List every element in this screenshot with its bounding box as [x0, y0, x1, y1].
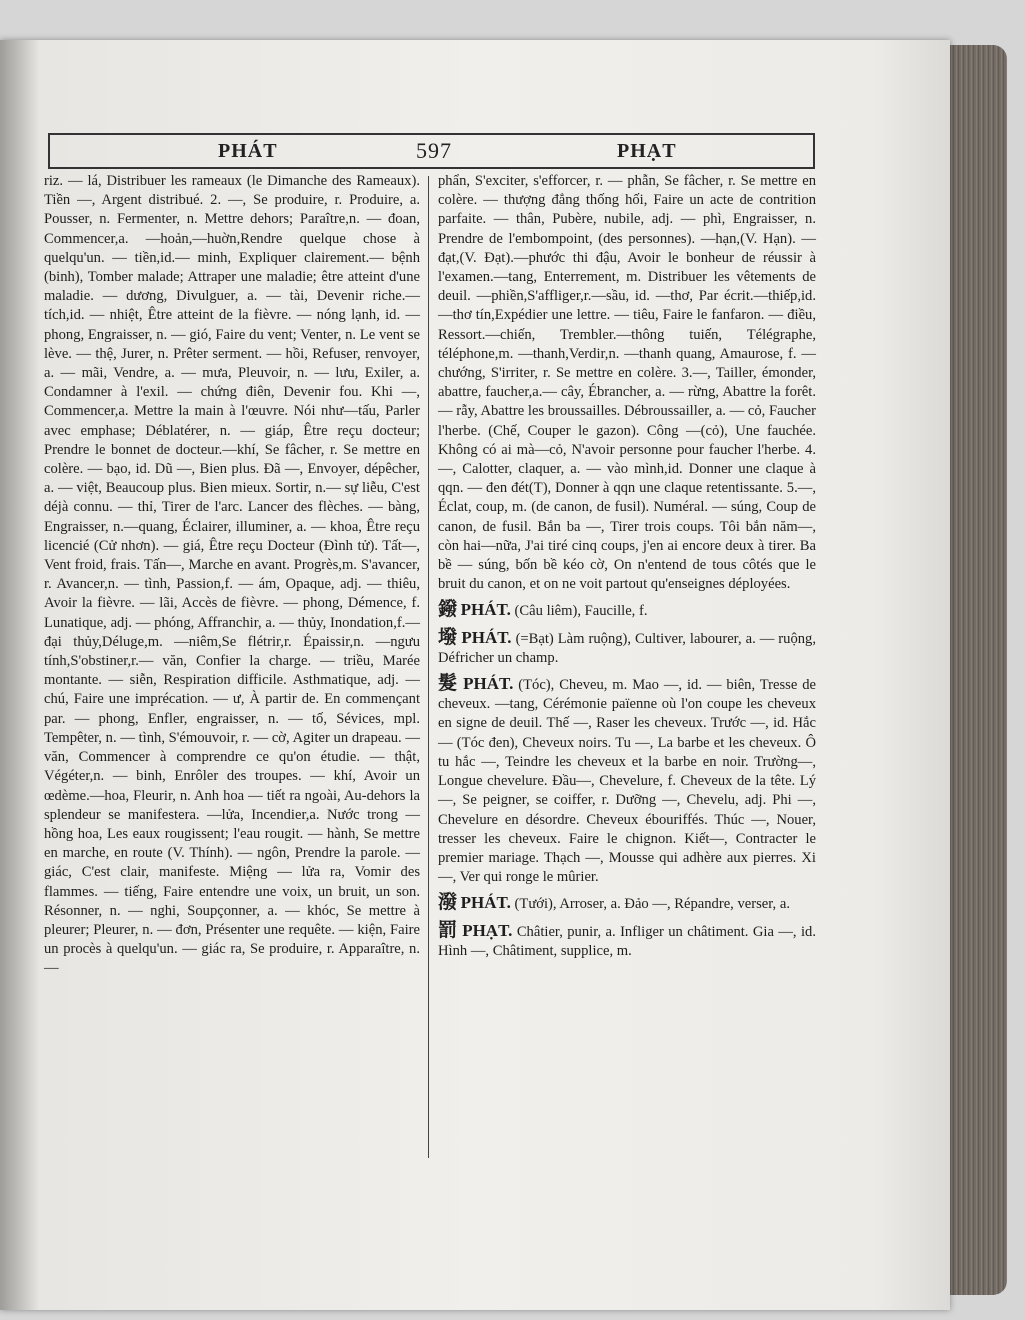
running-header — [48, 133, 815, 169]
entry-text: (Câu liêm), Faucille, f. — [514, 603, 648, 620]
dictionary-entry — [438, 600, 816, 621]
left-column-text: riz. — lá, Distribuer les rameaux (le Dimanche des Rameaux). Tiền —, Argent distribué. 2. —, Se produire, r. Produire, a. Pousser, n. Fermenter, n. Mettre dehors; Paraître,n. — đoan, Commencer,a. —hoản,—huờn,Rendre quelque chose à quelqu'un. — tiền,id.— minh, Expliquer clairement.— bệnh (binh), Tomber malade; Attraper une maladie; être atteint d'une maladie. — dương, Divulguer, a. — tài, Devenir riche.— tích,id. — nhiệt, Être atteint de la fièvre. — nóng lạnh, id. — phong, Engraisser, n. — gió, Faire du vent; Venter, n. Le vent se lève. — thệ, Jurer, n. Prêter serment. — hồi, Refuser, renvoyer, a. — mãi, Vendre, a. — mưa, Pleuvoir, n. — lưu, Exiler, a. Condamner à l'exil. — chứng điên, Devenir fou. Khi —, Commencer,a. Mettre la main à l'œuvre. Nói như—tấu, Parler avec emphase; Déblatérer, n. — giáp, Être reçu docteur; Prendre le bonnet de docteur.—khí, Se fâcher, r. Se mettre en colère. — bạo, id. Dũ —, Bien plus. Đã —, Envoyer, dépêcher, a. — việt, Beaucoup plus. Bien mieux. Sortir, n.— sự liễu, C'est déjà connu. — thỉ, Tirer de l'arc. Lancer des flèches. — bàng, Engraisser, n.—quang, Éclairer, illuminer, a. — khoa, Être reçu licencié (Cử nhơn). — giá, Être reçu Docteur (Đình tử). Tất—, Vent froid, frais. Tấn—, Marche en avant. Progrès,m. S'avancer, r. Avancer,n. — tình, Passion,f. — ám, Opaque, adj. — thiêu, Avoir la fièvre. — lãi, Accès de fièvre. — phong, Démence, f. Lunatique, adj. — phóng, Affranchir, a. — thủy, Inondation,f.—đại thủy,Déluge,m. —niêm,Se flétrir,r. Épaissir,n. —ngưu tính,S'obstiner,r.— văn, Confier la charge. — triều, Marée montante. — siễn, Respiration difficile. Asthmatique, adj. — chú, Faire une imprécation. — ư, À partir de. En commençant par. — phong, Enfler, engraisser, n. — tố, Sévices, mpl. Tempêter, n. — tình, S'émouvoir, r. — cờ, Agiter un drapeau. — văn, Commencer à comprendre ce qu'on étudie. — thật, Végéter,n. — binh, Enrôler des troupes. — khí, Avoir un œdème.—hoa, Fleurir, n. Anh hoa — tiết ra ngoài, Au-dehors la splendeur se manifestera. —lửa, Incendier,a. Nước trong — hồng hoa, Les eaux rougissent; l'eau rougit. — hành, Se mettre en marche, en route (V. Thính). — ngôn, Prendre la parole. — giác, C'est clair, manifeste. Miệng — lửa ra, Vomir des flammes. — tiếng, Faire entendre une voix, un bruit, un son. Résonner, n. — nghi, Soupçonner, a. — khóc, Se mettre à pleurer; Pleurer, n. — đơn, Présenter une requête. — kiện, Faire un procès à quelqu'un. — giác ra, Se produire, r. Apparaître, n. — — [44, 173, 420, 977]
entry-text: Châtier, punir, a. Infliger un châtiment. Gia —, id. Hình —, Châtiment, supplice, m. — [438, 923, 816, 959]
entry-text: (=Bạt) Làm ruộng), Cultiver, labourer, a. — ruộng, Défricher un champ. — [438, 630, 816, 666]
entry-text: (Tóc), Cheveu, m. Mao —, id. — biên, Tresse de cheveux. —tang, Cérémonie païenne où l'on coupe les cheveux en signe de deuil. Thế —, Raser les cheveux. Trước —, id. Hắc— (Tóc đen), Cheveux noirs. Tu —, La barbe et les cheveux. Ô tu hắc —, Teindre les cheveux et la barbe en noir. Trường—, Longue chevelure. Đầu—, Chevelure, f. Cheveux de la tête. Lý —, Se peigner, se coiffer, r. Dưỡng —, Chevelu, adj. Phi —, Chevelure en désordre. Cheveux ébouriffés. Thúc —, Nouer, tresser les cheveux. Faire le chignon. Kiết—, Contracter le premier mariage. Thạch —, Mousse qui adhère aux pierres. Xi —, Ver qui ronge le mûrier. — [438, 677, 816, 886]
han-character: 墢 — [438, 625, 458, 648]
entry-headword: PHÁT. — [461, 627, 512, 647]
entry-headword: PHÁT. — [460, 600, 511, 620]
dictionary-entry — [438, 674, 816, 887]
han-character: 潑 — [438, 891, 458, 914]
header-right-word: PHẠT — [617, 140, 677, 162]
entry-headword: PHÁT. — [460, 893, 511, 913]
column-divider — [428, 176, 429, 1158]
entry-headword: PHÁT. — [463, 674, 514, 694]
spine-shadow — [0, 40, 40, 1310]
left-column — [44, 172, 420, 979]
header-left-word: PHÁT — [218, 140, 278, 162]
han-character: 髮 — [438, 672, 459, 695]
entry-text: (Tưới), Arroser, a. Đảo —, Répandre, verser, a. — [514, 896, 790, 913]
entry-headword: PHẠT. — [462, 920, 513, 940]
right-column — [438, 172, 816, 961]
dictionary-entry — [438, 625, 816, 668]
han-character: 罰 — [438, 918, 458, 941]
dictionary-entry — [438, 918, 816, 961]
right-column-intro: phẩn, S'exciter, s'efforcer, r. — phẫn, Se fâcher, r. Se mettre en colère. — thượng đẳng thống hối, Faire un acte de contrition parfaite. — thân, Pubère, nubile, adj. — phì, Engraisser, n. Prendre de l'embompoint, (des personnes). —hạn,(V. Hạn). — đạt,(V. Đạt).—phước thi đậu, Avoir le bonheur de réussir à l'examen.—tang, Enterrement, m. Distribuer les vêtements de deuil. —phiền,S'affliger,r.—sầu, id. —thơ, Par écrit.—thiếp,id. —thơ tín,Expédier une lettre. — tiêu, Faire le fanfaron. — điều, Ressort.—chiến, Trembler.—thông tuiến, Télégraphe, téléphone,m. —thanh,Verdir,n. —thanh quang, Amaurose, f. —chướng, S'irriter, r. Se mettre en colère. 3.—, Tailler, émonder, abattre, faucher,a.— cây, Ébrancher, a. — rừng, Abattre la forêt. — rẫy, Abattre les broussailles. Débroussailler, a. — cỏ, Faucher l'herbe. (Chế, Couper le gazon). Công —(cỏ), Une fauchée. Không có ai mà—cỏ, N'avoir personne pour faucher l'herbe. 4.—, Calotter, claquer, a. — vào mình,id. Donner une claque à qqn. — đen đét(T), Donner à qqn une claque retentissante. 5.—, Éclat, coup, m. (de canon, de fusil). Numéral. — súng, Coup de canon, de fusil. Bắn ba —, Tirer trois coups. Tôi bắn năm—, còn hai—nữa, J'ai tiré cinq coups, j'en ai encore deux à tirer. Ba bề — súng, bốn bề kéo cờ, On n'entend de tous côtés que le bruit du canon, et on ne voit partout qu'enseignes déployées. — [438, 173, 816, 593]
page-number: 597 — [416, 138, 452, 163]
dictionary-entry — [438, 893, 816, 914]
han-character: 鏺 — [438, 598, 458, 621]
